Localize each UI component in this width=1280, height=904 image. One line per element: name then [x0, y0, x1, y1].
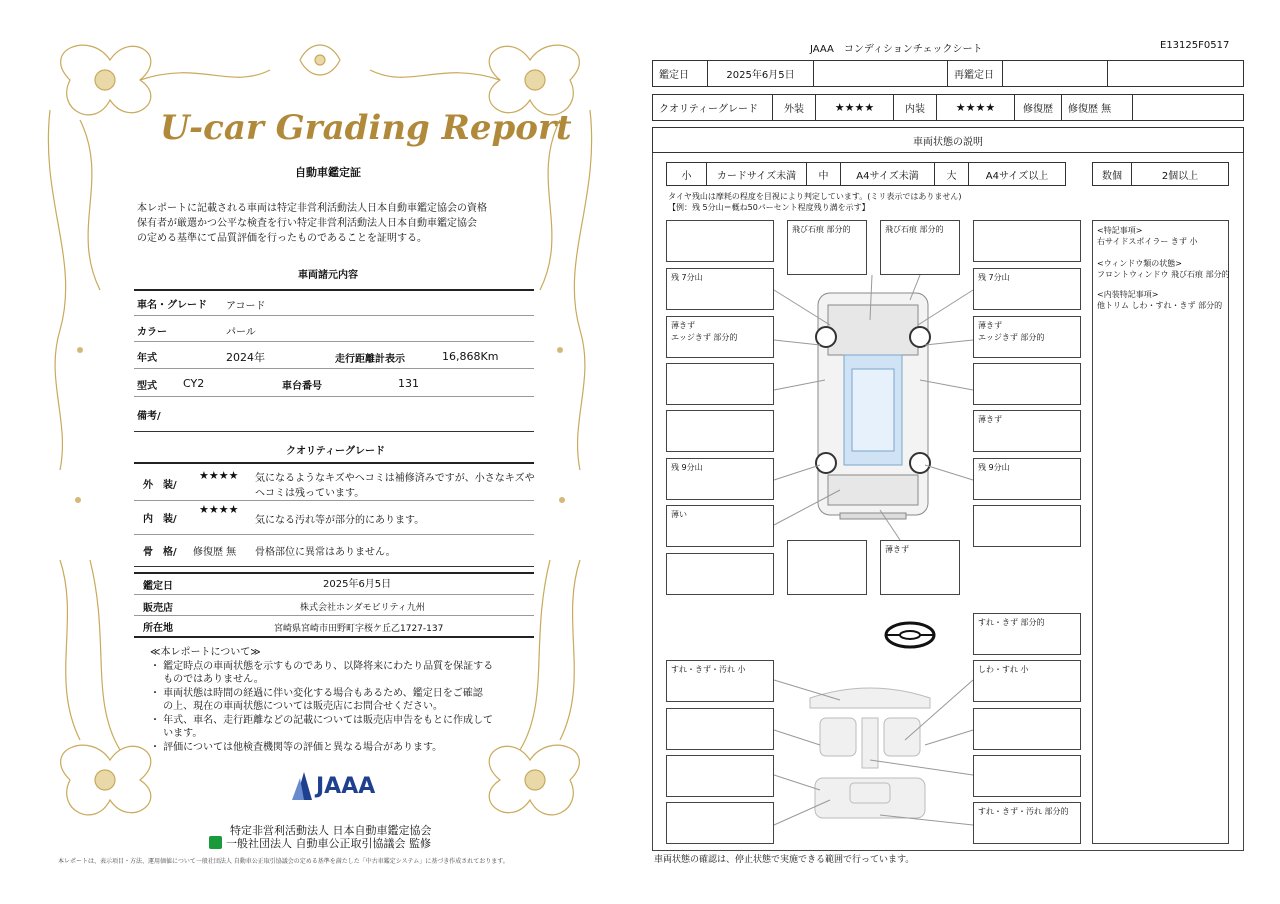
- fair-trade-icon: [209, 836, 222, 849]
- interior-text: 気になる汚れ等が部分的にあります。: [255, 515, 425, 526]
- divider: [134, 534, 534, 535]
- footnote: 本レポートは、表示項目・方法、運用価値について一般社団法人 自動車公正取引協議会の定める基準を満たした「中古車鑑定システム」に基づき作成されております。: [58, 858, 509, 865]
- chassis-label: 車台番号: [282, 381, 322, 392]
- count-label: 数個: [1092, 162, 1132, 186]
- jaaa-logo-icon: [290, 770, 314, 802]
- model-label: 型式: [137, 381, 157, 392]
- frame-value: 修復歴 無: [193, 547, 237, 558]
- exterior-text-2: ヘコミは残っています。: [255, 488, 365, 499]
- ext-label: 外装: [772, 94, 816, 121]
- org-name-1: 特定非営利活動法人 日本自動車鑑定協会: [230, 824, 432, 837]
- damage-box-side-right-3: 薄きず: [973, 410, 1081, 452]
- sheet-title: JAAA コンディションチェックシート: [810, 44, 983, 55]
- shop-value: 株式会社ホンダモビリティ九州: [300, 603, 425, 613]
- interior-box-1: すれ・きず 部分的: [973, 613, 1081, 655]
- ext-stars: ★★★★: [815, 94, 894, 121]
- note-line: フロントウィンドウ 飛び石痕 部分的: [1097, 270, 1230, 279]
- divider: [134, 594, 534, 595]
- repair-value: 修復歴 無: [1061, 94, 1133, 121]
- divider: [134, 431, 534, 432]
- interior-stars: ★★★★: [199, 503, 239, 516]
- date-value: 2025年6月5日: [323, 579, 392, 590]
- spec-heading: 車両諸元内容: [298, 270, 358, 281]
- report-script-title: U-car Grading Report: [160, 108, 572, 148]
- int-label: 内装: [893, 94, 937, 121]
- exterior-label: 外 装/: [143, 480, 177, 491]
- intro-line-1: 本レポートに記載される車両は特定非営利活動法人日本自動車鑑定協会の資格: [137, 203, 487, 214]
- divider: [134, 289, 534, 291]
- divider: [134, 462, 534, 464]
- notes-label: 備考/: [137, 411, 161, 422]
- interior-box-left-1: すれ・きず・汚れ 小: [666, 660, 774, 702]
- model-value: CY2: [183, 377, 205, 390]
- org-name-2: 一般社団法人 自動車公正取引協議会 監修: [226, 837, 431, 850]
- exterior-stars: ★★★★: [199, 469, 239, 482]
- damage-box-rear-left: 薄い: [666, 505, 774, 547]
- address-label: 所在地: [143, 623, 173, 634]
- about-line: ・ 評価については他検査機関等の評価と異なる場合があります。: [150, 742, 443, 753]
- inspect-date-label: 鑑定日: [652, 60, 708, 87]
- about-line: ・ 年式、車名、走行距離などの記載については販売店申告をもとに作成して: [150, 715, 493, 726]
- tire-box-rear-left: 残 9分山: [666, 458, 774, 500]
- name-value: アコード: [226, 301, 266, 312]
- size-large: 大: [934, 162, 969, 186]
- tire-note-1: タイヤ残山は摩耗の程度を目視により判定しています。(ミリ表示ではありません): [668, 192, 962, 201]
- about-line: ・ 車両状態は時間の経過に伴い変化する場合もあるため、鑑定日をご確認: [150, 688, 483, 699]
- divider: [134, 341, 534, 342]
- shop-label: 販売店: [143, 603, 173, 614]
- interior-box-right-4: すれ・きず・汚れ 部分的: [973, 802, 1081, 844]
- inspect-date-value: 2025年6月5日: [707, 60, 814, 87]
- condition-check-sheet: [640, 0, 1280, 904]
- note-line: <ウィンドウ類の状態>: [1097, 259, 1182, 268]
- interior-label: 内 装/: [143, 514, 177, 525]
- grade-heading: クオリティーグレード: [286, 446, 385, 457]
- intro-line-2: 保有者が厳選かつ公平な検査を行い特定非営利活動法人日本自動車鑑定協会: [137, 218, 477, 229]
- interior-box: [666, 802, 774, 844]
- repair-label: 修復歴: [1014, 94, 1062, 121]
- jaaa-logo-text: JAAA: [316, 774, 376, 799]
- damage-box-front-left: 飛び石痕 部分的: [787, 220, 867, 275]
- damage-box-side-left: 薄きず エッジきず 部分的: [666, 316, 774, 358]
- about-line: います。: [150, 728, 203, 739]
- divider: [134, 500, 534, 501]
- color-value: パール: [226, 327, 256, 338]
- year-value: 2024年: [226, 351, 265, 364]
- divider: [134, 636, 534, 638]
- interior-box: [666, 755, 774, 797]
- about-line: の上、現在の車両状態については販売店にお問合せください。: [150, 701, 443, 712]
- exterior-text-1: 気になるようなキズやヘコミは補修済みですが、小さなキズや: [255, 473, 535, 484]
- about-line: ものではありません。: [150, 674, 264, 685]
- address-value: 宮崎県宮崎市田野町字桜ケ丘乙1727-137: [274, 624, 444, 634]
- date-label: 鑑定日: [143, 581, 173, 592]
- damage-box-side-right: 薄きず エッジきず 部分的: [973, 316, 1081, 358]
- damage-box-rear-bottom: 薄きず: [880, 540, 960, 595]
- chassis-value: 131: [398, 377, 419, 390]
- divider: [134, 315, 534, 316]
- divider: [134, 615, 534, 616]
- reinspect-date-label: 再鑑定日: [947, 60, 1003, 87]
- tire-box-front-left: 残 7分山: [666, 268, 774, 310]
- name-label: 車名・グレード: [137, 300, 207, 311]
- damage-box-front-right: 飛び石痕 部分的: [880, 220, 960, 275]
- tire-box-front-right: 残 7分山: [973, 268, 1081, 310]
- year-label: 年式: [137, 353, 157, 364]
- size-mid: 中: [806, 162, 841, 186]
- divider: [134, 572, 534, 574]
- vehicle-state-heading: 車両状態の説明: [652, 127, 1244, 153]
- size-large-desc: A4サイズ以上: [968, 162, 1066, 186]
- size-mid-desc: A4サイズ未満: [840, 162, 935, 186]
- interior-box: [973, 708, 1081, 750]
- interior-box: [973, 755, 1081, 797]
- frame-label: 骨 格/: [143, 547, 177, 558]
- note-line: <特記事項>: [1097, 226, 1143, 235]
- size-small-desc: カードサイズ未満: [706, 162, 807, 186]
- sheet-id: E13125F0517: [1160, 40, 1230, 51]
- note-line: 他トリム しわ・すれ・きず 部分的: [1097, 301, 1223, 310]
- frame-text: 骨格部位に異常はありません。: [255, 547, 396, 558]
- divider: [134, 368, 534, 369]
- mileage-value: 16,868Km: [442, 350, 499, 363]
- quality-grade-label: クオリティーグレード: [652, 94, 773, 121]
- tire-note-2: 【例：残 5分山＝概ね50パーセント程度残り溝を示す】: [668, 203, 870, 212]
- int-stars: ★★★★: [936, 94, 1015, 121]
- divider: [134, 396, 534, 397]
- doc-title: 自動車鑑定証: [295, 166, 361, 179]
- interior-box: [666, 708, 774, 750]
- about-line: ・ 鑑定時点の車両状態を示すものであり、以降将来にわたり品質を保証する: [150, 661, 494, 672]
- size-small: 小: [666, 162, 707, 186]
- mileage-label: 走行距離計表示: [335, 354, 405, 365]
- about-heading: ≪本レポートについて≫: [150, 647, 261, 658]
- sheet-footer: 車両状態の確認は、停止状態で実施できる範囲で行っています。: [654, 855, 915, 865]
- count-desc: 2個以上: [1131, 162, 1229, 186]
- color-label: カラー: [137, 327, 167, 338]
- note-line: <内装特記事項>: [1097, 290, 1159, 299]
- interior-box-right-1: しわ・すれ 小: [973, 660, 1081, 702]
- tire-box-rear-right: 残 9分山: [973, 458, 1081, 500]
- intro-line-3: の定める基準にて品質評価を行ったものであることを証明する。: [137, 233, 427, 244]
- divider: [134, 566, 534, 567]
- note-line: 右サイドスポイラー きず 小: [1097, 237, 1198, 246]
